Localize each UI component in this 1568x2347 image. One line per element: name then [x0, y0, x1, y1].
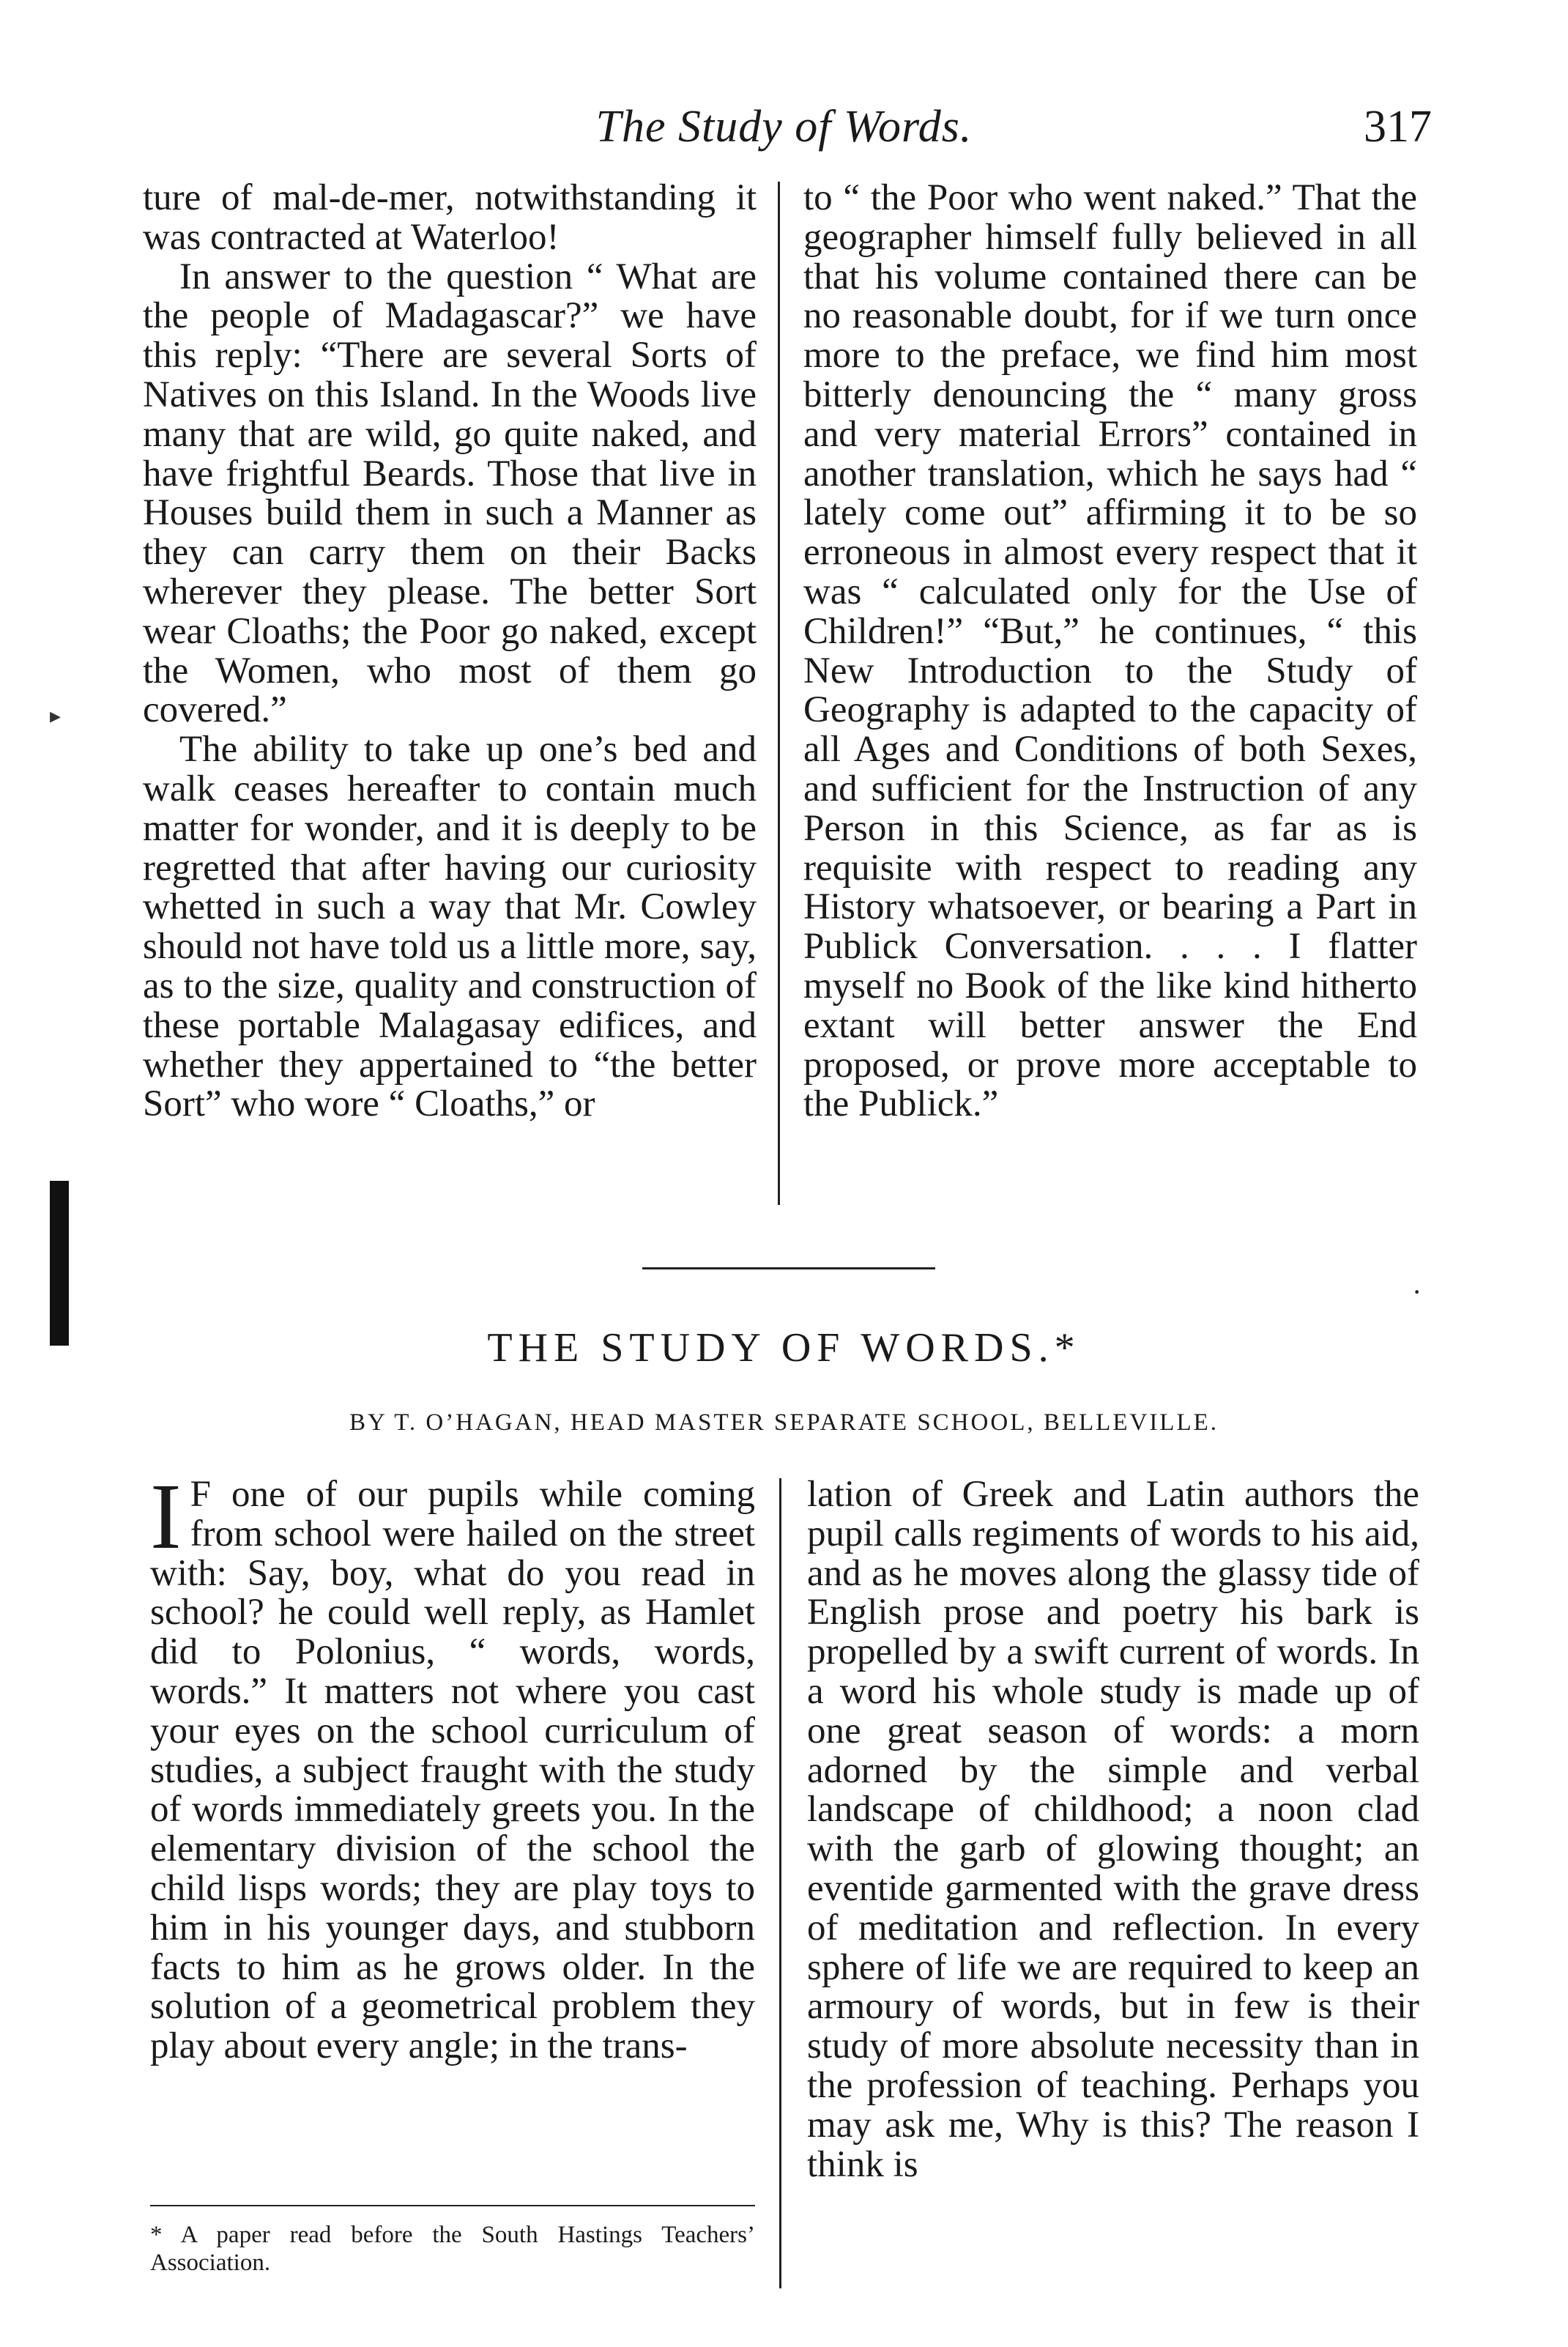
paragraph: lation of Greek and Latin authors the pupil calls regiments of words to his aid, and as he moves along the glassy tide of English prose and poetry his bark is propelled by a swift current of words. In a word his whole study is made up of one great season of words: a morn adorned by the simple and verbal landscape of childhood; a noon clad with the garb of glowing thought; an eventide garmented with the grave dress of meditation and reflection. In every sphere of life we are required to keep an armoury of words, but in few is their study of more absolute necessity than in the profession of teaching. Perhaps you may ask me, Why is this? The reason I think is	[807, 1474, 1419, 2185]
paragraph: F one of our pupils while coming from school were hailed on the street with: Say, boy, what do you read in school? he could well reply, as Hamlet did to Polonius, “ words, words, words.” It matters not where you cast your eyes on the school curriculum of studies, a subject fraught with the study of words immediately greets you. In the elementary division of the school the child lisps words; they are play toys to him in his younger days, and stubborn facts to him as he grows older. In the solution of a geometrical problem they play about every angle; in the trans-	[150, 1474, 755, 2067]
scan-dot: ·	[1412, 1275, 1422, 1308]
article-right-column	[807, 1475, 1419, 2184]
scan-mark-arrow: ▸	[50, 704, 62, 728]
running-title: The Study of Words.	[595, 102, 973, 152]
continued-left-column	[143, 179, 757, 1124]
article-left-column	[150, 1464, 755, 2067]
paragraph: In answer to the question “ What are the people of Madagascar?” we have this reply: “There are several Sorts of Natives on this Island. In the Woods live many that are wild, go quite naked, and have frightful Beards. Those that live in Houses build them in such a Manner as they can carry them on their Backs wherever they please. The better Sort wear Cloaths; the Poor go naked, except the Women, who most of them go covered.”	[143, 256, 757, 731]
article-title: THE STUDY OF WORDS.*	[487, 1325, 1081, 1371]
section-separator	[642, 1267, 935, 1269]
footnote: * A paper read before the South Hastings Teachers’ Association.	[150, 2222, 755, 2276]
column-divider	[778, 182, 780, 1205]
scan-margin-bar	[50, 1181, 69, 1346]
paragraph: ture of mal-de-mer, notwithstanding it was contracted at Waterloo!	[143, 177, 757, 258]
article-byline: BY T. O’HAGAN, HEAD MASTER SEPARATE SCHOOL, BELLEVILLE.	[349, 1409, 1219, 1436]
footnote-rule	[150, 2205, 755, 2206]
paragraph: The ability to take up one’s bed and walk ceases hereafter to contain much matter for wonder, and it is deeply to be regretted that after having our curiosity whetted in such a way that Mr. Cowley should not have told us a little more, say, as to the size, quality and construction of these portable Malagasay edifices, and whether they appertained to “the better Sort” who wore “ Cloaths,” or	[143, 729, 757, 1125]
paragraph: to “ the Poor who went naked.” That the geographer himself fully believed in all that his volume contained there can be no reasonable doubt, for if we turn once more to the preface, we find him most bitterly denouncing the “ many gross and very material Errors” contained in another translation, which he says had “ lately come out” affirming it to be so erroneous in almost every respect that it was “ calculated only for the Use of Children!” “But,” he continues, “ this New Introduction to the Study of Geography is adapted to the capacity of all Ages and Conditions of both Sexes, and sufficient for the Instruction of any Person in this Science, as far as is requisite with respect to reading any History whatsoever, or bearing a Part in Publick Conversation. . . . I flatter myself no Book of the like kind hitherto extant will better answer the End proposed, or prove more acceptable to the Publick.”	[803, 177, 1417, 1125]
continued-right-column	[803, 179, 1417, 1124]
page-number: 317	[1364, 102, 1432, 152]
drop-cap: I	[150, 1464, 182, 1568]
column-divider	[779, 1478, 781, 2288]
